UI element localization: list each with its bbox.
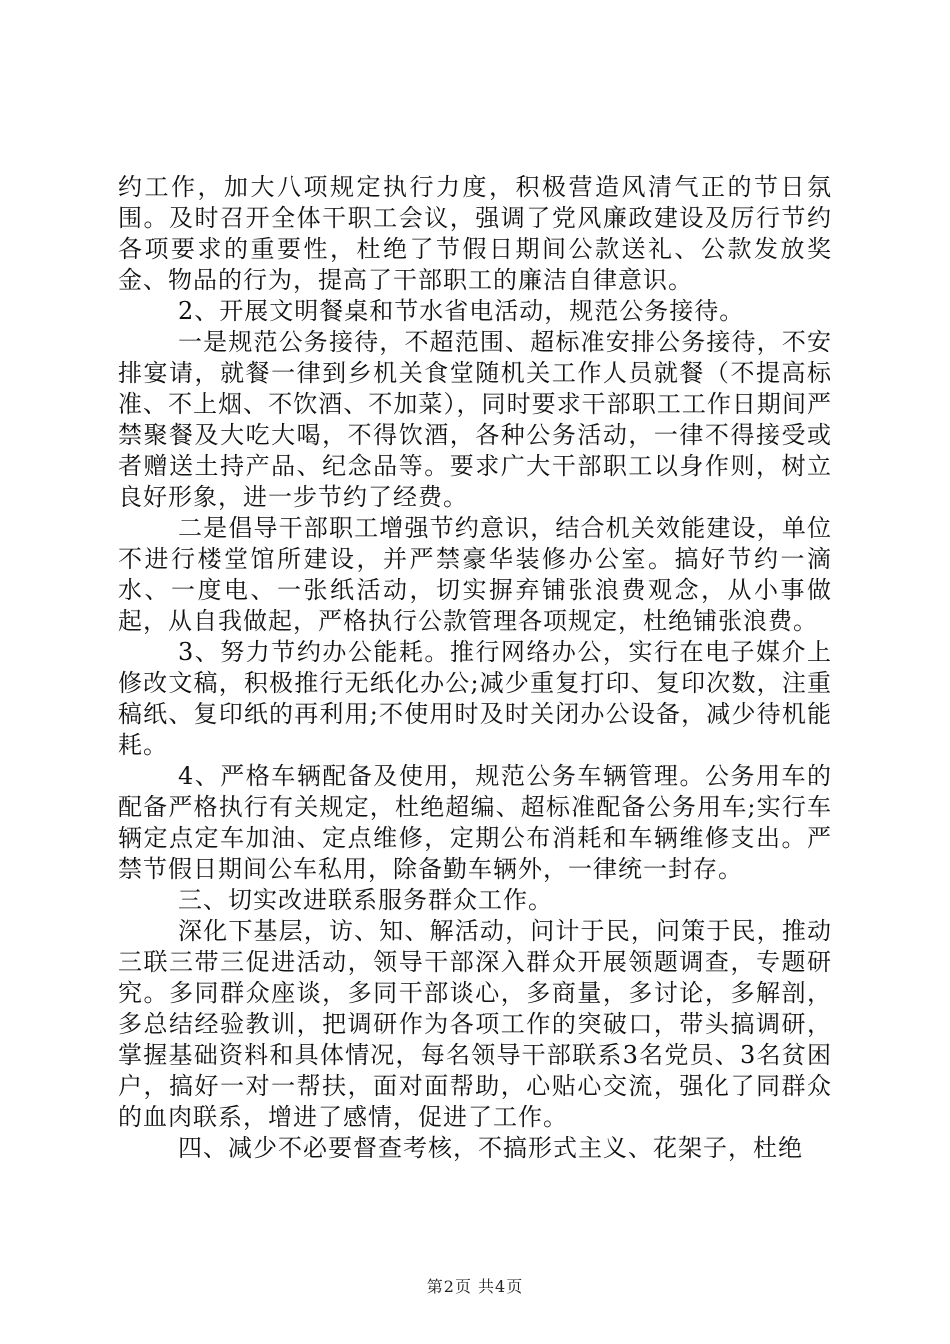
paragraph-2: 2、开展文明餐桌和节水省电活动，规范公务接待。 [178, 297, 745, 325]
paragraph-7: 三、切实改进联系服务群众工作。 [178, 886, 553, 914]
paragraph-6: 4、严格车辆配备及使用，规范公务车辆管理。公务用车的配备严格执行有关规定，杜绝超编、超标准配备公务用车;实行车辆定点定车加油、定点维修，定期公布消耗和车辆维修支出。严禁节假日期间公车私用，除备勤车辆外，一律统一封存。 [118, 762, 832, 883]
document-body [118, 172, 832, 1164]
page-footer: 第2页 共4页 [426, 1277, 524, 1296]
paragraph-8: 深化下基层，访、知、解活动，问计于民，问策于民，推动三联三带三促进活动，领导干部深入群众开展领题调查，专题研究。多同群众座谈，多同干部谈心，多商量，多讨论，多解剖，多总结经验教训，把调研作为各项工作的突破口，带头搞调研，掌握基础资料和具体情况，每名领导干部联系3名党员、3名贫困户，搞好一对一帮扶，面对面帮助，心贴心交流，强化了同群众的血肉联系，增进了感情，促进了工作。 [118, 917, 832, 1131]
paragraph-4: 二是倡导干部职工增强节约意识，结合机关效能建设，单位不进行楼堂馆所建设，并严禁豪华装修办公室。搞好节约一滴水、一度电、一张纸活动，切实摒弃铺张浪费观念，从小事做起，从自我做起，严格执行公款管理各项规定，杜绝铺张浪费。 [118, 514, 832, 635]
paragraph-5: 3、努力节约办公能耗。推行网络办公，实行在电子媒介上修改文稿，积极推行无纸化办公;减少重复打印、复印次数，注重稿纸、复印纸的再利用;不使用时及时关闭办公设备，减少待机能耗。 [118, 638, 832, 759]
paragraph-9: 四、减少不必要督查考核，不搞形式主义、花架子，杜绝 [178, 1134, 803, 1162]
paragraph-3: 一是规范公务接待，不超范围、超标准安排公务接待，不安排宴请，就餐一律到乡机关食堂随机关工作人员就餐（不提高标准、不上烟、不饮酒、不加菜），同时要求干部职工工作日期间严禁聚餐及大吃大喝，不得饮酒，各种公务活动，一律不得接受或者赠送土持产品、纪念品等。要求广大干部职工以身作则，树立良好形象，进一步节约了经费。 [118, 328, 832, 511]
paragraph-1: 约工作，加大八项规定执行力度，积极营造风清气正的节日氛围。及时召开全体干职工会议，强调了党风廉政建设及厉行节约各项要求的重要性，杜绝了节假日期间公款送礼、公款发放奖金、物品的行为，提高了干部职工的廉洁自律意识。 [118, 173, 832, 294]
